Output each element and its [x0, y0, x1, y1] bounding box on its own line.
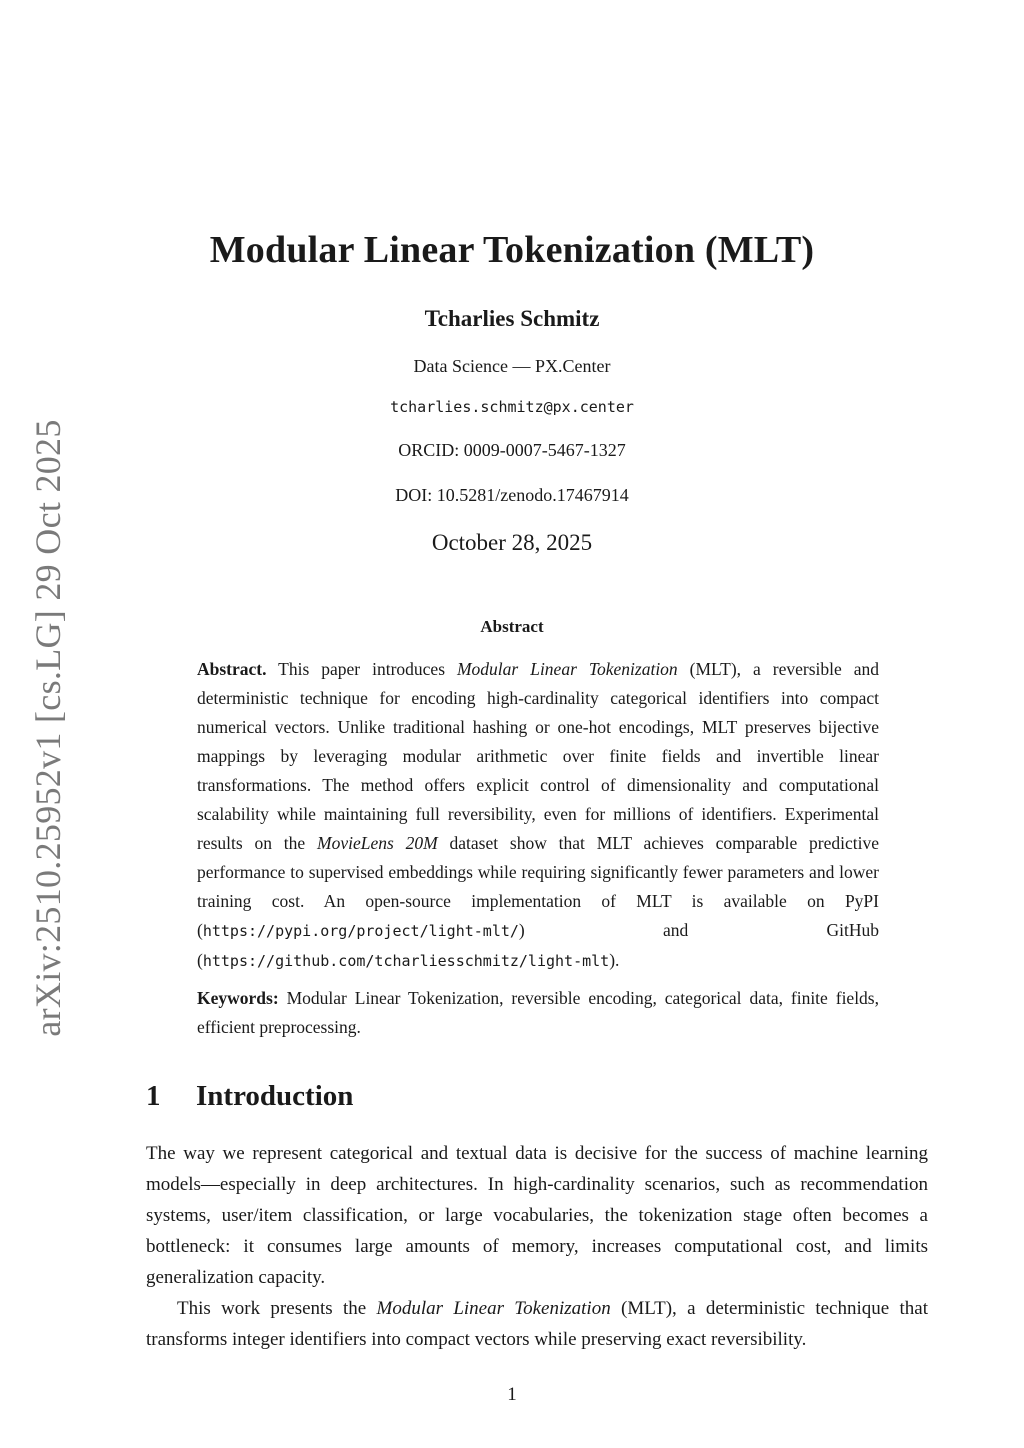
- page-number: 1: [507, 1384, 517, 1405]
- intro-emphasis: Modular Linear Tokenization: [376, 1298, 611, 1319]
- github-link[interactable]: https://github.com/tcharliesschmitz/light-mlt: [202, 952, 610, 970]
- abstract-lead: Abstract.: [197, 659, 267, 679]
- author-affiliation: Data Science — PX.Center: [413, 356, 611, 376]
- intro-paragraph-1: The way we represent categorical and textual data is decisive for the success of machine learning models—especially in deep architectures. In high-cardinality scenarios, such as recommendation systems, user/item classification, or large vocabularies, the tokenization stage often becomes a bottleneck: it consumes large amounts of memory, increases computational cost, and limits generalization capacity.: [146, 1143, 928, 1288]
- keywords-paragraph: [197, 984, 879, 1042]
- abstract-text: ).: [609, 950, 620, 970]
- pypi-link[interactable]: https://pypi.org/project/light-mlt/: [202, 922, 519, 940]
- author-orcid: ORCID: 0009-0007-5467-1327: [398, 440, 626, 460]
- section-heading-introduction: [146, 1080, 353, 1113]
- abstract-text: ) and GitHub (: [197, 920, 879, 970]
- author-email[interactable]: tcharlies.schmitz@px.center: [390, 398, 634, 416]
- paper-doi: DOI: 10.5281/zenodo.17467914: [395, 485, 629, 505]
- publication-date: October 28, 2025: [431, 530, 593, 555]
- intro-paragraph-2: [146, 1293, 928, 1355]
- paper-title: Modular Linear Tokenization (MLT): [209, 229, 815, 271]
- abstract-text: This paper introduces: [266, 659, 457, 679]
- keywords-label: Keywords:: [197, 988, 279, 1008]
- abstract-heading: Abstract: [480, 617, 544, 636]
- abstract-text: dataset show that MLT achieves comparable predictive performance to supervised embeddings while requiring significantly fewer parameters and lower training cost. An open-source implementation of MLT is available on PyPI (: [197, 833, 880, 940]
- section-title: Introduction: [196, 1080, 354, 1112]
- intro-text: (MLT), a deterministic technique that transforms integer identifiers into compact vectors while preserving exact reversibility.: [146, 1298, 928, 1350]
- keywords-text: Modular Linear Tokenization, reversible encoding, categorical data, finite fields, efficient preprocessing.: [197, 988, 879, 1037]
- arxiv-identifier-stamp: arXiv:2510.25952v1 [cs.LG] 29 Oct 2025: [28, 419, 68, 1037]
- section-number: 1: [146, 1080, 161, 1112]
- abstract-paragraph: [197, 655, 879, 976]
- author-name: Tcharlies Schmitz: [424, 306, 600, 331]
- abstract-text: (MLT), a reversible and deterministic technique for encoding high-cardinality categorical identifiers into compact numerical vectors. Unlike traditional hashing or one-hot encodings, MLT preserves bijective mappings by leveraging modular arithmetic over finite fields and invertible linear transformations. The method offers explicit control of dimensionality and computational scalability while maintaining full reversibility, even for millions of identifiers. Experimental results on the: [197, 659, 880, 853]
- abstract-emphasis: Modular Linear Tokenization: [456, 659, 678, 679]
- dataset-name: MovieLens 20M: [317, 833, 438, 853]
- intro-text: This work presents the: [177, 1298, 377, 1319]
